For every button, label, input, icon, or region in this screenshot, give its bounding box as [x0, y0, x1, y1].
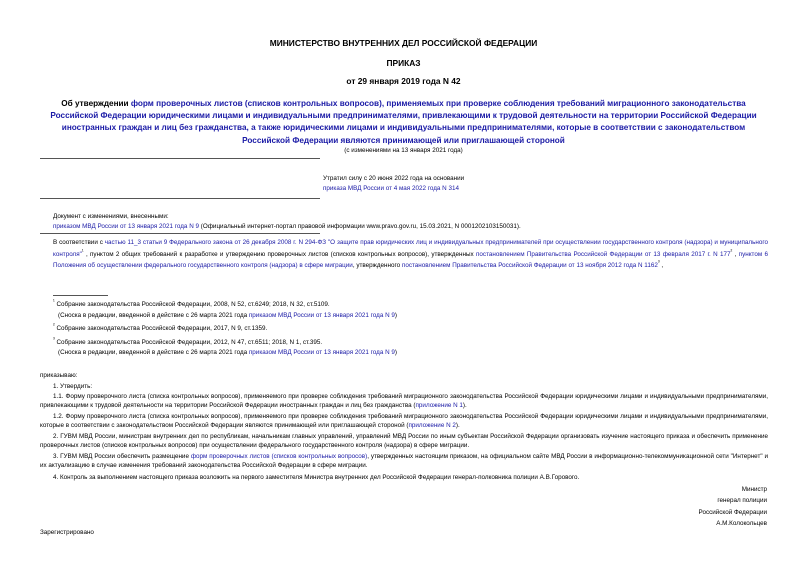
footnote-1-text: Собрание законодательства Российской Федерации, 2008, N 52, ст.6249; 2018, N 32, ст.5109. [54, 301, 330, 309]
order-word: приказываю: [40, 372, 78, 379]
preamble-text-5: , [659, 262, 664, 270]
divider-1 [40, 158, 320, 159]
footnote-1-note [58, 311, 397, 320]
signature-name: А.М.Колокольцев [716, 520, 767, 528]
clause-3-end: , утвержденных настоящим приказом, на официальном сайте МВД России в информационно-телекоммуникационной сети "Интернет" и их актуализацию в случае изменения требований законодательства Российской Федерации в сфере миграции. [40, 453, 768, 470]
preamble-text-2: , пунктом 2 общих требований к разработке и утверждению проверочных листов (списков контрольных вопросов), утвержденных [83, 250, 477, 258]
amendments-label: Документ с изменениями, внесенными: [53, 213, 169, 220]
footnote-ref-2[interactable]: ² [730, 248, 733, 255]
divider-2 [40, 198, 320, 199]
footnote-divider [53, 295, 108, 296]
signature-block [600, 485, 767, 529]
clause-1-1 [40, 392, 768, 411]
footnote-1-note-pre: (Сноска в редакции, введенной в действие с 26 марта 2021 года [58, 312, 249, 319]
revision-note: (с изменениями на 13 января 2021 года) [344, 147, 463, 154]
preamble-text-4: , утвержденного [352, 262, 402, 270]
clause-1-2-text: 1.2. Форму проверочного листа (списка контрольных вопросов), применяемого при проверке соблюдения требований миграционного законодательства Российской Федерации юридическими лицами и индивидуальными предпринимателями, которые в соответствии с законодательством Российской Федерации являются принимающей или приглашающей стороной ( [40, 413, 768, 430]
footnote-1 [53, 298, 330, 310]
footnote-1-note-link[interactable]: приказом МВД России от 13 января 2021 года N 9 [248, 312, 395, 319]
title-prefix: Об утверждении [61, 99, 131, 108]
footnote-3-note-link[interactable]: приказом МВД России от 13 января 2021 года N 9 [248, 349, 395, 356]
clause-3-text: 3. ГУВМ МВД России обеспечить размещение [53, 453, 191, 460]
footnote-3-mark: ³ [53, 337, 55, 343]
lost-force-link[interactable]: приказа МВД России от 4 мая 2022 года N 314 [323, 185, 459, 192]
amendments-line [53, 222, 521, 232]
ministry-heading: МИНИСТЕРСТВО ВНУТРЕННИХ ДЕЛ РОССИЙСКОЙ ФЕДЕРАЦИИ [269, 38, 538, 48]
signature-title: Министр [741, 486, 767, 493]
forms-link[interactable]: форм проверочных листов (списков контрольных вопросов) [190, 453, 368, 460]
footnote-1-note-post: ) [394, 312, 397, 319]
preamble-link-law[interactable]: частью 11_3 статьи 9 Федерального закона от 26 декабря 2008 г. N 294-ФЗ "О защите прав юридических лиц и индивидуальных предпринимателей при осуществлении государственного контроля (надзора) и муниципального контроля" [53, 239, 769, 258]
preamble-link-resolution-177[interactable]: постановлением Правительства Российской Федерации от 13 февраля 2017 г. N 177 [476, 250, 731, 258]
appendix-1-link[interactable]: приложение N 1 [415, 402, 463, 410]
amendments-source: (Официальный интернет-портал правовой информации www.pravo.gov.ru, 15.03.2021, N 0001202103150031). [199, 223, 521, 230]
clause-1-1-end: ). [462, 402, 467, 410]
clause-3 [40, 452, 768, 471]
doc-type-heading: ПРИКАЗ [386, 58, 421, 68]
appendix-2-link[interactable]: приложение N 2 [408, 422, 456, 430]
signature-country: Российской Федерации [698, 508, 767, 516]
footnote-3 [53, 336, 322, 348]
clause-1-2-end: ). [455, 422, 460, 430]
footnote-3-note [58, 348, 397, 357]
preamble-paragraph [53, 238, 768, 271]
amendments-link[interactable]: приказом МВД России от 13 января 2021 года N 9 [53, 223, 199, 230]
doc-date-number: от 29 января 2019 года N 42 [346, 76, 461, 86]
footnote-3-note-post: ) [394, 349, 397, 356]
lost-force-text: Утратил силу с 20 июня 2022 года на основании [323, 175, 465, 182]
footnote-3-text: Собрание законодательства Российской Федерации, 2012, N 47, ст.6511; 2018, N 1, ст.395. [54, 339, 323, 347]
footnote-2-text: Собрание законодательства Российской Федерации, 2017, N 9, ст.1359. [54, 325, 268, 333]
lost-force-link-wrap [323, 184, 459, 194]
clause-2: 2. ГУВМ МВД России, министрам внутренних дел по республикам, начальникам главных управлений, управлений МВД России по иным субъектам Российской Федерации организовать изучение настоящего приказа и обеспечить применение проверочных листов (списков контрольных вопросов) при осуществлении федерального государственного контроля (надзора) в сфере миграции. [40, 433, 768, 450]
clause-1-2 [40, 412, 768, 431]
footnote-2-mark: ² [53, 323, 55, 329]
preamble-text-3: , [732, 250, 739, 258]
divider-3 [40, 233, 320, 234]
clause-1: 1. Утвердить: [53, 383, 93, 390]
document-title [40, 98, 767, 147]
preamble-link-resolution-1162[interactable]: постановлением Правительства Российской Федерации от 13 ноября 2012 года N 1162 [401, 262, 658, 270]
clause-4: 4. Контроль за выполнением настоящего приказа возложить на первого заместителя Министра внутренних дел Российской Федерации генерал-полковника полиции А.В.Горового. [53, 474, 580, 481]
signature-rank: генерал полиции [717, 497, 767, 505]
preamble-link-regulation[interactable]: пунктом 6 Положения об осуществлении федерального государственного контроля (надзора) в сфере миграции [53, 250, 769, 270]
footnote-1-mark: ¹ [53, 299, 55, 305]
footnote-ref-1[interactable]: ¹ [81, 248, 84, 255]
footnote-2 [53, 322, 267, 334]
footnote-3-note-pre: (Сноска в редакции, введенной в действие с 26 марта 2021 года [58, 349, 249, 356]
footnote-ref-3[interactable]: ³ [657, 260, 660, 267]
preamble-text-1: В соответствии с [53, 239, 105, 246]
title-link[interactable]: форм проверочных листов (списков контрольных вопросов), применяемых при проверке соблюдения требований миграционного законодательства Российской Федерации юридическими лицами и индивидуальными предпринимателями, привлекающими к трудовой деятельности на территории Российской Федерации иностранных граждан и лиц без гражданства, а также юридическими лицами и индивидуальными предпринимателями, которые в соответствии с законодательством Российской Федерации являются принимающей или приглашающей стороной [50, 99, 757, 145]
clause-1-1-text: 1.1. Форму проверочного листа (списка контрольных вопросов), применяемого при проверке соблюдения требований миграционного законодательства Российской Федерации юридическими лицами и индивидуальными предпринимателями, привлекающими к трудовой деятельности на территории Российской Федерации иностранных граждан и лиц без гражданства ( [40, 393, 768, 410]
registered-label: Зарегистрировано [40, 529, 94, 536]
